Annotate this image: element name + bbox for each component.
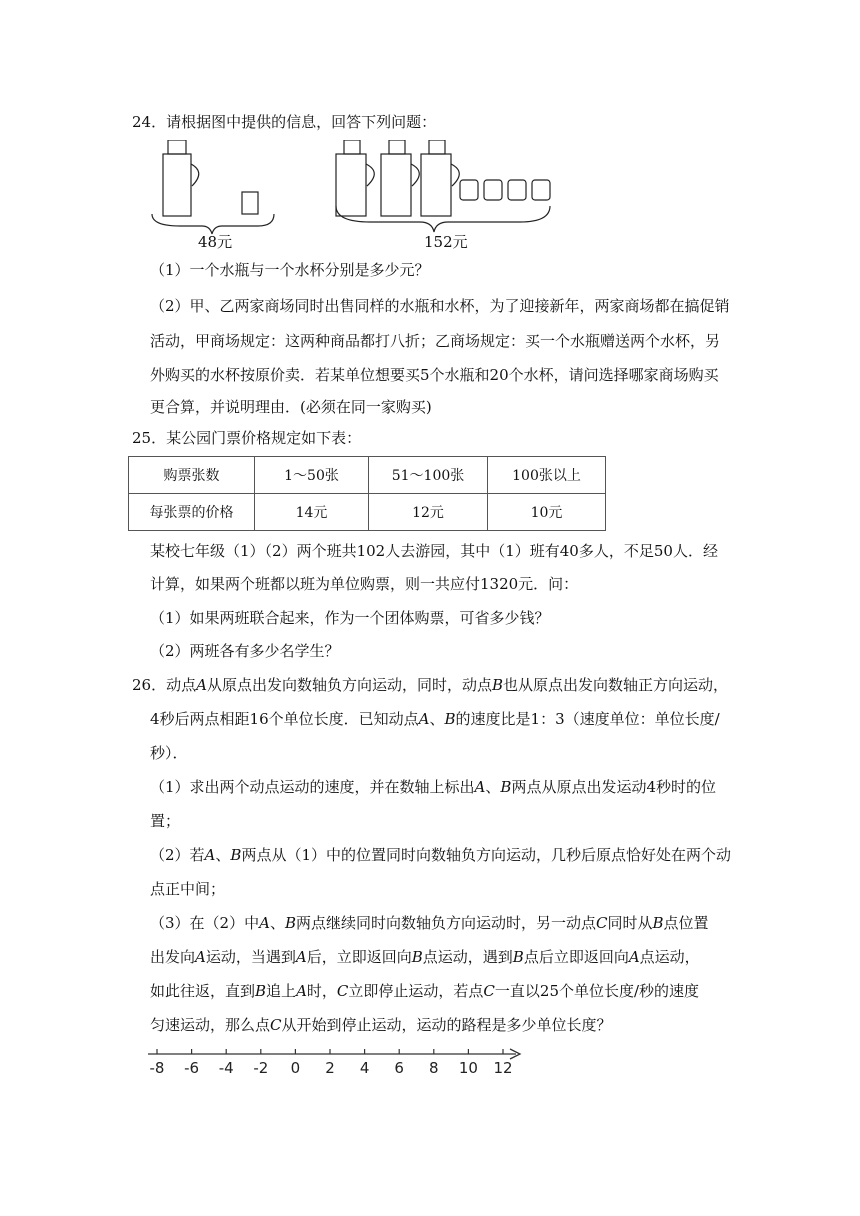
tick-label: -4: [218, 1059, 234, 1077]
q26-part1-line2: 置；: [150, 812, 181, 830]
left-brace-icon: [152, 214, 274, 234]
q26-line1: [132, 675, 728, 695]
q24-part1: （1）一个水瓶与一个水杯分别是多少元？: [150, 261, 430, 279]
q24-part2-line1: （2）甲、乙两家商场同时出售同样的水瓶和水杯，为了迎接新年，两家商场都在搞促销: [150, 297, 730, 315]
var-b: B: [284, 914, 296, 932]
text: 两点继续同时向数轴负方向运动时，另一动点: [295, 914, 596, 932]
text: 追上: [266, 982, 297, 1000]
q25-line2: 计算，如果两个班都以班为单位购票，则一共应付1320元．问：: [150, 575, 579, 593]
var-a: A: [296, 982, 307, 1000]
text: 如此往返，直到: [150, 982, 256, 1000]
table-cell: 每张票的价格: [129, 494, 255, 531]
text: 点后立即返回向: [523, 948, 629, 966]
var-b: B: [444, 710, 456, 728]
var-c: C: [270, 1016, 282, 1034]
text: 、: [485, 778, 501, 796]
var-b: B: [230, 846, 242, 864]
var-b: B: [255, 982, 267, 1000]
text: 一直以25个单位长度/秒的速度: [494, 982, 700, 1000]
cup-icon: [532, 180, 550, 200]
q24-part2-line4: 更合算，并说明理由．(必须在同一家购买): [150, 398, 432, 416]
text: （2）若: [150, 846, 205, 864]
text: 同时从: [607, 914, 653, 932]
text: 立即停止运动，若点: [348, 982, 484, 1000]
var-c: C: [596, 914, 608, 932]
text: 4秒后两点相距16个单位长度．已知动点: [150, 710, 419, 728]
table-cell: 购票张数: [129, 457, 255, 494]
q24-right-price: 152元: [424, 233, 468, 251]
table-row: [129, 457, 606, 494]
text: 的速度比是1：3（速度单位：单位长度/: [455, 710, 720, 728]
var-a: A: [259, 914, 270, 932]
tick-label: 0: [290, 1059, 301, 1077]
text: 点位置: [663, 914, 709, 932]
tick-label: 10: [458, 1059, 478, 1077]
var-a: A: [295, 948, 307, 966]
text: 点运动，: [639, 948, 700, 966]
tick-label: -8: [149, 1059, 165, 1077]
var-a: A: [418, 710, 430, 728]
text: 匀速运动，那么点: [150, 1016, 271, 1034]
q25-stem: 25．某公园门票价格规定如下表：: [132, 429, 362, 447]
tick-label: 2: [325, 1059, 335, 1077]
text: 从原点出发向数轴负方向运动，同时，动点: [206, 676, 492, 694]
var-b: B: [652, 914, 664, 932]
tick-label: 6: [394, 1059, 404, 1077]
text: 、: [215, 846, 231, 864]
q26-line2: [150, 709, 720, 729]
cup-icon: [242, 192, 258, 214]
text: 点运动，遇到: [422, 948, 513, 966]
bottle-icon: [336, 154, 366, 216]
bottle-cap-icon: [168, 140, 186, 154]
var-a: A: [474, 778, 486, 796]
text: 、: [269, 914, 285, 932]
var-b: B: [500, 778, 512, 796]
text: 运动，当遇到: [205, 948, 296, 966]
q26-part2-line2: 点正中间；: [150, 880, 226, 898]
ticket-price-table: [128, 456, 606, 531]
bottle-icon: [421, 154, 451, 216]
q26-part3-line4: [150, 1015, 612, 1035]
text: 后，立即返回向: [306, 948, 412, 966]
tick-label: 12: [493, 1059, 513, 1077]
text: 26．动点: [132, 676, 197, 694]
text: （3）在（2）中: [150, 914, 260, 932]
q24-part2-line3: 外购买的水杯按原价卖．若某单位想要买5个水瓶和20个水杯，请问选择哪家商场购买: [150, 366, 719, 384]
q25-part2: （2）两班各有多少名学生？: [150, 642, 340, 660]
bottle-icon: [163, 154, 191, 216]
table-cell: 10元: [488, 494, 606, 531]
text: 两点从原点出发运动4秒时的位: [511, 778, 716, 796]
q26-part3-line1: [150, 913, 709, 933]
var-a: A: [628, 948, 640, 966]
text: 也从原点出发向数轴正方向运动，: [502, 676, 728, 694]
var-b: B: [491, 676, 503, 694]
table-row: [129, 494, 606, 531]
tick-label: 8: [429, 1059, 439, 1077]
var-b: B: [512, 948, 524, 966]
q25-line1: 某校七年级（1）（2）两个班共102人去游园，其中（1）班有40多人，不足50人．经: [150, 542, 718, 560]
text: 出发向: [150, 948, 196, 966]
q26-part3-line3: [150, 981, 699, 1001]
tick-label: -6: [184, 1059, 200, 1077]
text: 两点从（1）中的位置同时向数轴负方向运动，几秒后原点恰好处在两个动: [241, 846, 731, 864]
tick-label: -2: [253, 1059, 269, 1077]
table-cell: 1～50张: [255, 457, 369, 494]
text: （1）求出两个动点运动的速度，并在数轴上标出: [150, 778, 475, 796]
var-a: A: [196, 676, 207, 694]
cup-icon: [508, 180, 526, 200]
table-cell: 51～100张: [369, 457, 488, 494]
var-a: A: [204, 846, 216, 864]
text: 、: [429, 710, 445, 728]
var-b: B: [411, 948, 423, 966]
table-cell: 14元: [255, 494, 369, 531]
right-brace-icon: [336, 206, 550, 232]
q26-part3-line2: [150, 947, 700, 967]
q24-left-price: 48元: [198, 233, 233, 251]
text: 时，: [306, 982, 337, 1000]
q26-part2-line1: [150, 845, 731, 865]
tick-label: 4: [359, 1059, 370, 1077]
table-cell: 100张以上: [488, 457, 606, 494]
q24-part2-line2: 活动，甲商场规定：这两种商品都打八折；乙商场规定：买一个水瓶赠送两个水杯，另: [150, 332, 721, 350]
q26-part1-line1: [150, 777, 716, 797]
bottle-icon: [381, 154, 411, 216]
var-c: C: [336, 982, 349, 1000]
q24-stem: 24．请根据图中提供的信息，回答下列问题：: [132, 113, 437, 131]
var-a: A: [195, 948, 206, 966]
cup-icon: [460, 180, 478, 200]
q25-part1: （1）如果两班联合起来，作为一个团体购票，可省多少钱？: [150, 609, 550, 627]
var-c: C: [483, 982, 495, 1000]
cup-icon: [484, 180, 502, 200]
q26-line3: 秒）．: [150, 744, 188, 762]
number-line: [140, 1046, 540, 1086]
text: 从开始到停止运动，运动的路程是多少单位长度？: [281, 1016, 612, 1034]
table-cell: 12元: [369, 494, 488, 531]
